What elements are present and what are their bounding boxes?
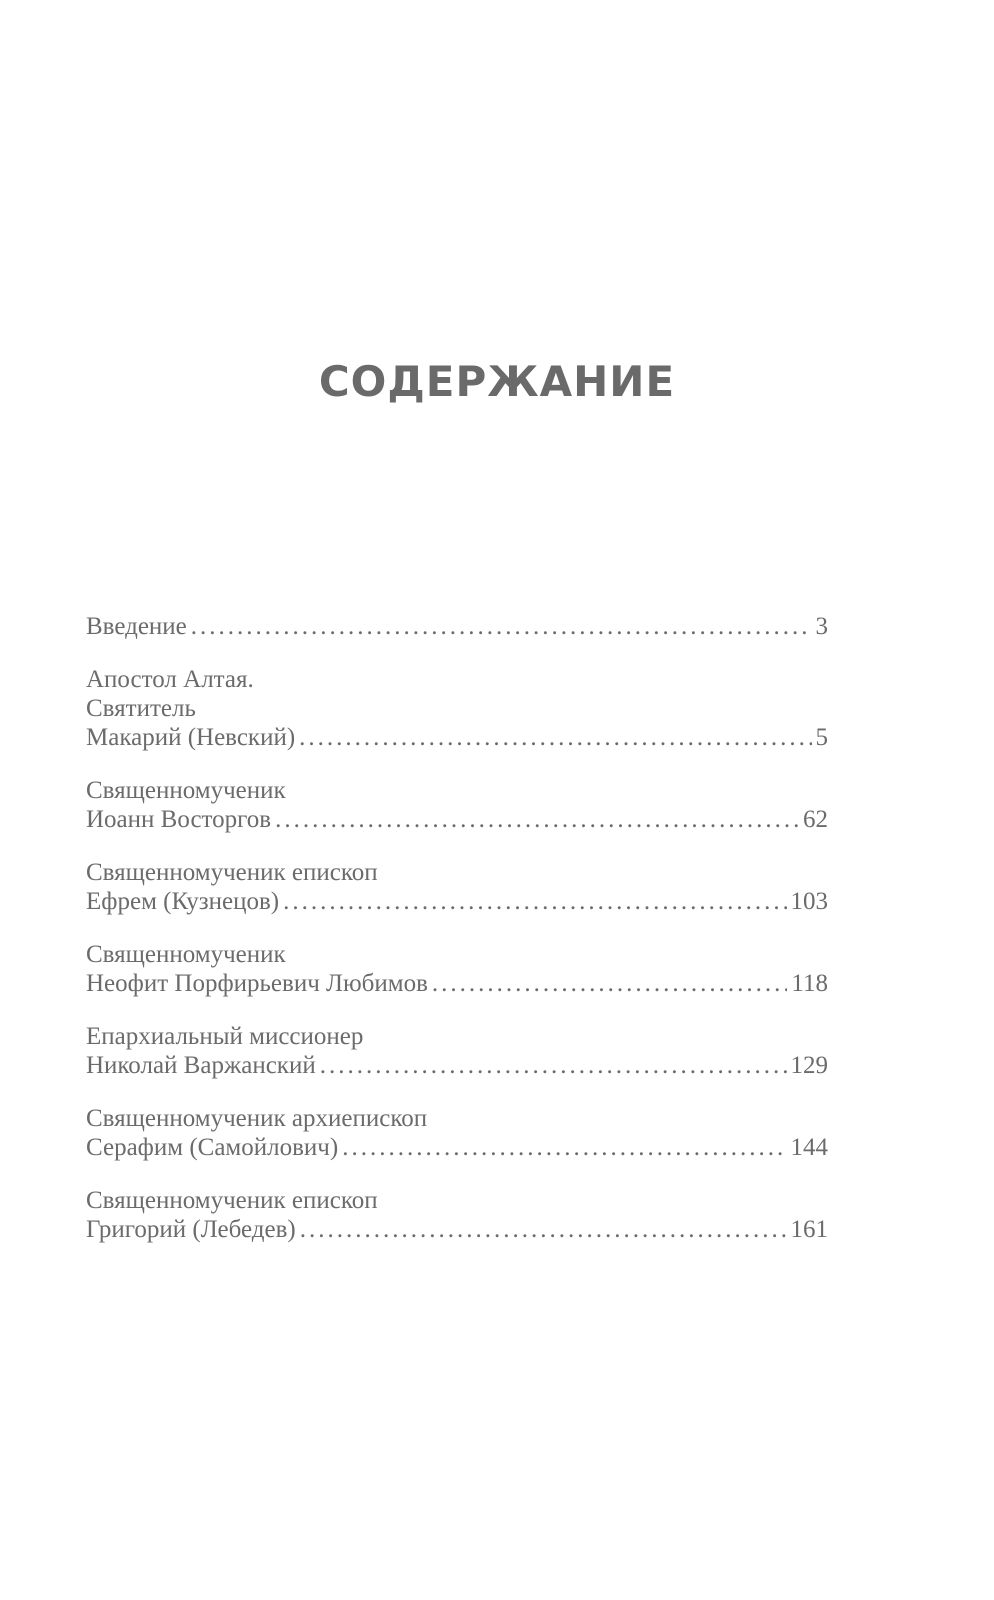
entry-line: Священномученик архиепископ [86, 1105, 428, 1132]
toc-entry-makariy[interactable] [86, 665, 828, 752]
entry-line: Апостол Алтая. [86, 666, 254, 693]
page-number: 129 [790, 1052, 828, 1079]
entry-line: Священномученик [86, 941, 286, 968]
dot-leader [283, 887, 786, 916]
dot-leader [342, 1133, 786, 1162]
entry-line: Священномученик епископ [86, 859, 378, 886]
entry-title: Николай Варжанский [86, 1052, 316, 1079]
table-of-contents [86, 612, 828, 1268]
toc-entry-serafim[interactable] [86, 1104, 828, 1162]
entry-line: Священномученик [86, 777, 286, 804]
entry-title: Неофит Порфирьевич Любимов [86, 970, 428, 997]
page-number: 144 [790, 1134, 828, 1161]
entry-title: Ефрем (Кузнецов) [86, 888, 280, 915]
dot-leader [300, 1215, 787, 1244]
toc-entry-lyubimov[interactable] [86, 940, 828, 998]
entry-line: Святитель [86, 695, 196, 722]
toc-entry-efrem[interactable] [86, 858, 828, 916]
page-number: 62 [803, 806, 828, 833]
page-number: 3 [815, 613, 828, 640]
entry-title: Введение [86, 613, 187, 640]
toc-entry-grigoriy[interactable] [86, 1186, 828, 1244]
entry-line: Епархиальный миссионер [86, 1023, 364, 1050]
dot-leader [299, 723, 811, 752]
entry-title: Макарий (Невский) [86, 724, 296, 751]
page-number: 5 [815, 724, 828, 751]
entry-line: Священномученик епископ [86, 1187, 378, 1214]
entry-title: Серафим (Самойлович) [86, 1134, 339, 1161]
page-number: 118 [791, 970, 828, 997]
page-title: СОДЕРЖАНИЕ [318, 357, 676, 406]
entry-title: Иоанн Восторгов [86, 806, 272, 833]
dot-leader [320, 1051, 787, 1080]
dot-leader [275, 805, 799, 834]
entry-title: Григорий (Лебедев) [86, 1216, 296, 1243]
dot-leader [432, 969, 788, 998]
toc-entry-introduction[interactable] [86, 612, 828, 641]
toc-entry-vostorgov[interactable] [86, 776, 828, 834]
page-number: 161 [790, 1216, 828, 1243]
page-number: 103 [790, 888, 828, 915]
toc-entry-varzhanskiy[interactable] [86, 1022, 828, 1080]
dot-leader [191, 612, 812, 641]
